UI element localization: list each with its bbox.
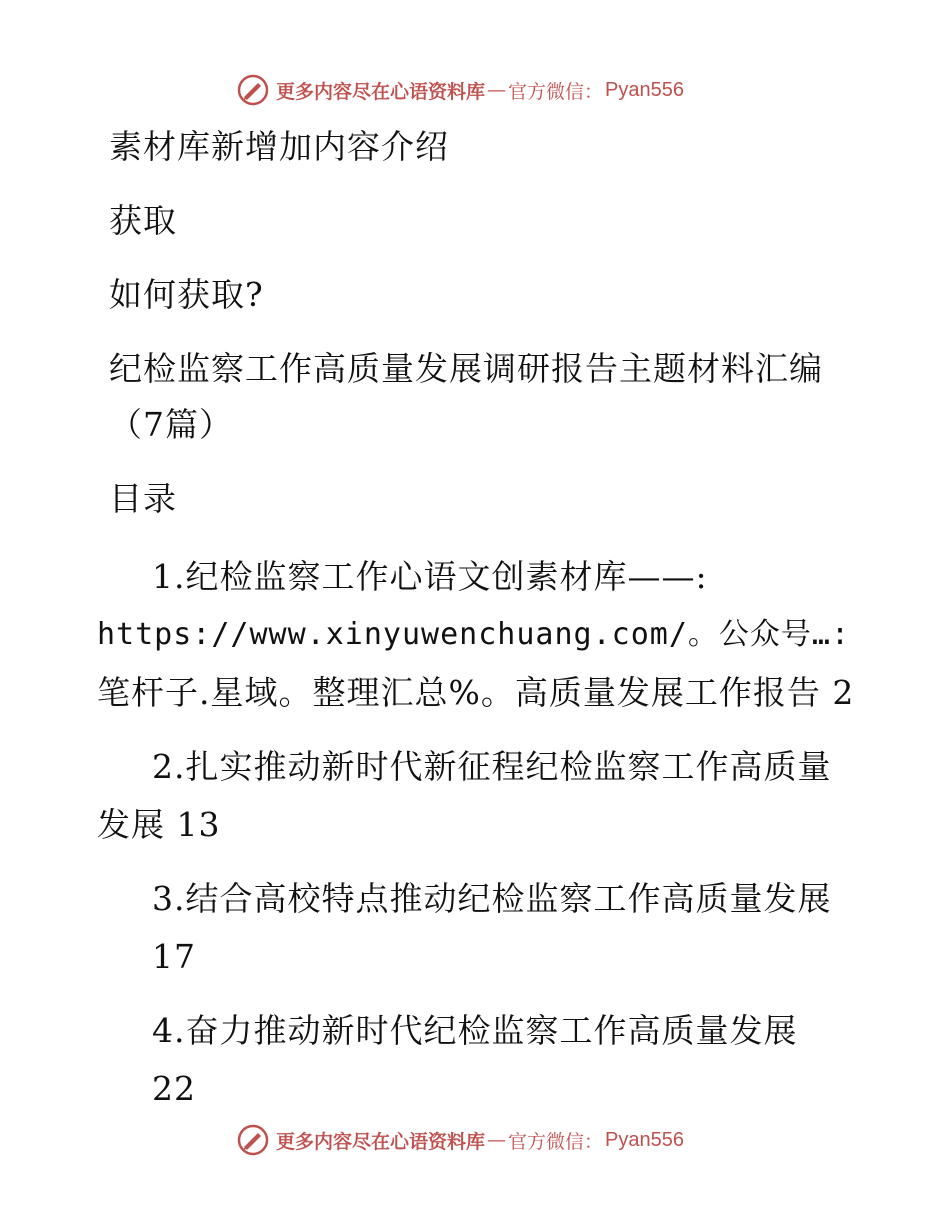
watermark-wechat-id: Pyan556 [605,78,684,101]
watermark-text: 更多内容尽在心语资料库 [276,80,486,103]
watermark-wechat-label: 官方微信： [508,1130,604,1153]
pen-logo-icon [236,73,270,107]
header-watermark [236,72,684,108]
toc-entry-page: 22 [152,1069,196,1108]
footer-watermark [236,1122,684,1158]
watermark-wechat-label: 官方微信： [508,80,604,103]
watermark-text: 更多内容尽在心语资料库 [276,1130,486,1153]
toc-entry-text: 4.奋力推动新时代纪检监察工作高质量发展 [152,1011,798,1050]
toc-label: 目录 [109,479,177,518]
document-title: 纪检监察工作高质量发展调研报告主题材料汇编 [109,349,823,388]
watermark-wechat-id: Pyan556 [605,1128,684,1151]
toc-entry-text: 3.结合高校特点推动纪检监察工作高质量发展 [152,879,832,918]
pen-logo-icon [236,1123,270,1157]
watermark-separator: — [487,1129,507,1151]
toc-entry-text: 1.纪检监察工作心语文创素材库——: [152,557,708,596]
heading-material-intro: 素材库新增加内容介绍 [109,127,449,166]
toc-entry-text: 2.扎实推动新时代新征程纪检监察工作高质量 [152,747,832,786]
toc-entry-url: https://www.xinyuwenchuang.com/。公众号…: [97,617,851,652]
document-title-count: （7篇） [109,405,233,444]
watermark-separator: — [487,79,507,101]
heading-how-to-obtain: 如何获取? [109,275,264,314]
toc-entry-page: 17 [152,937,196,976]
toc-entry-text: 发展 13 [97,805,221,844]
heading-obtain: 获取 [109,201,177,240]
toc-entry-text: 笔杆子.星域。整理汇总%。高质量发展工作报告 2 [97,673,855,712]
